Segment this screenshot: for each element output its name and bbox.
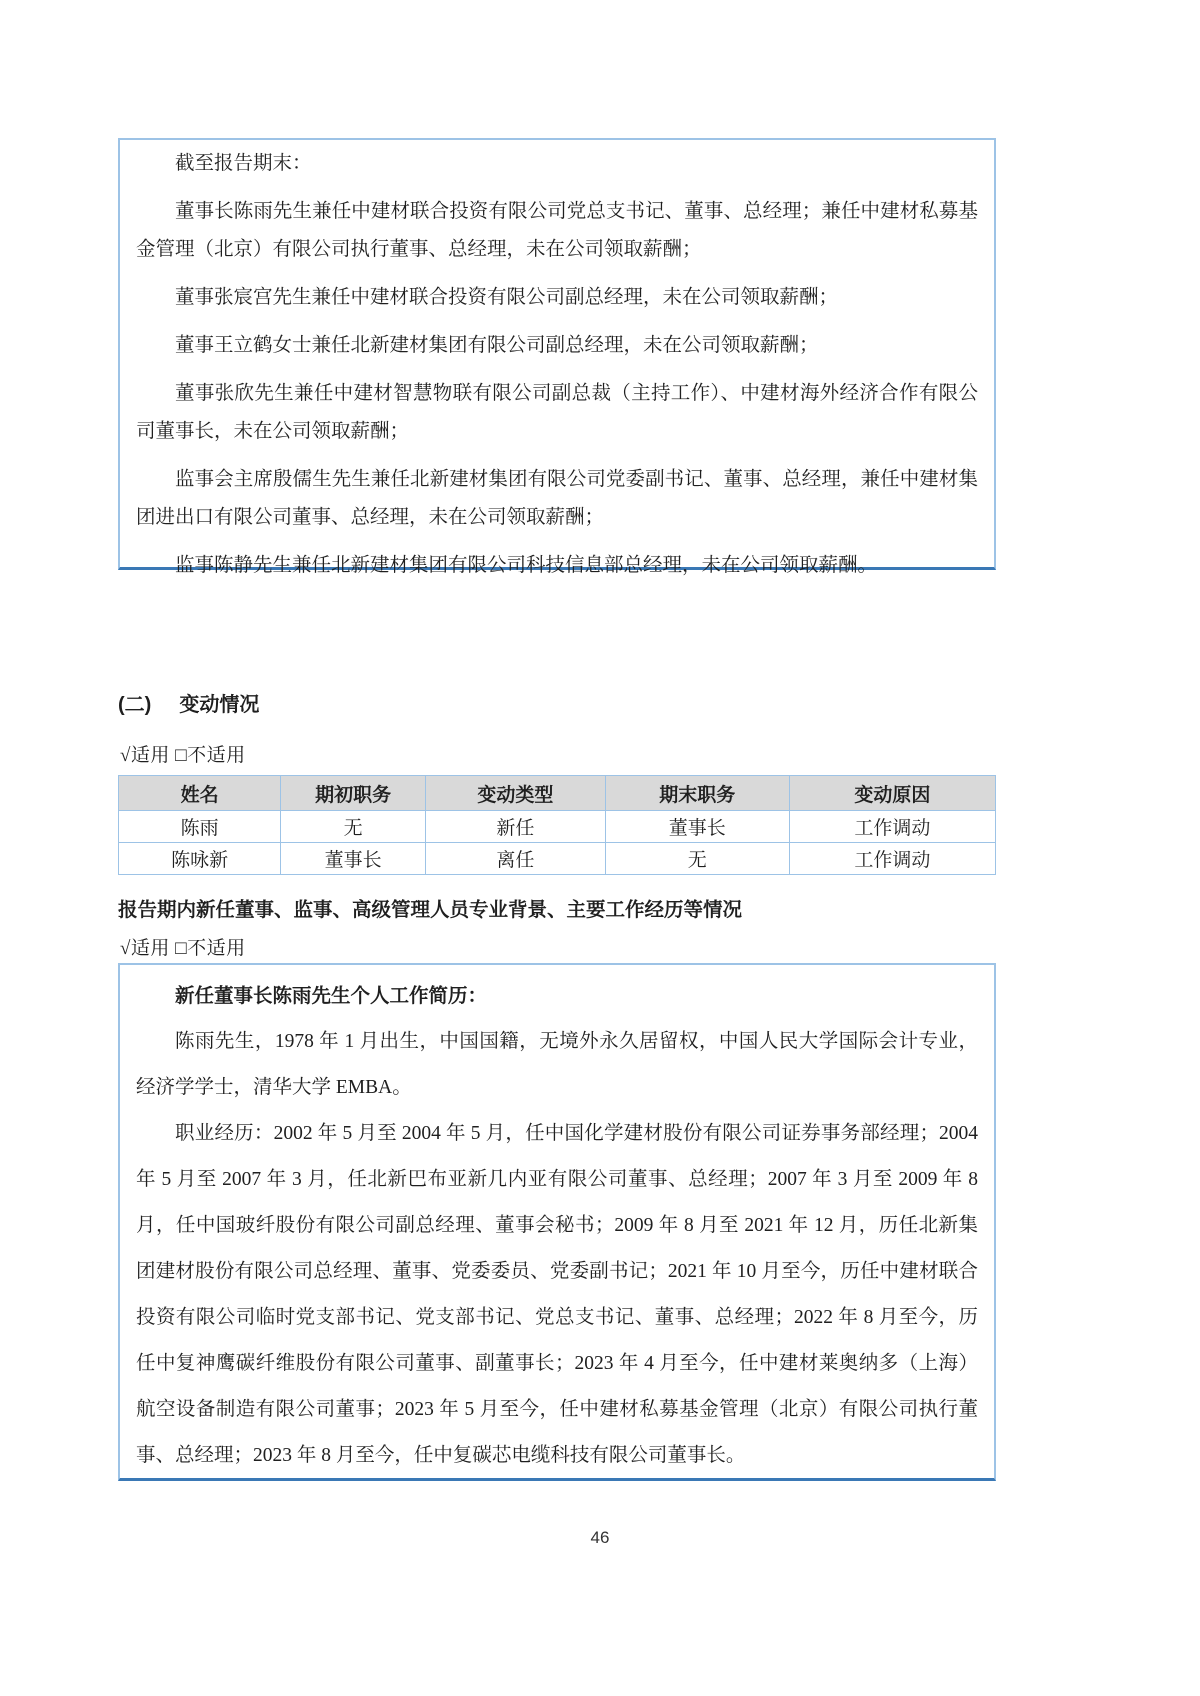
- summary-paragraph: 截至报告期末：: [175, 153, 312, 174]
- section-heading-change: [118, 688, 259, 717]
- section-number: (二): [118, 694, 152, 716]
- header-end-position: 期末职务: [605, 776, 789, 811]
- cell-change-type: 新任: [425, 811, 605, 843]
- table-row: [119, 811, 996, 843]
- cell-start-position: 董事长: [281, 843, 426, 875]
- cell-reason: 工作调动: [789, 811, 995, 843]
- summary-paragraph: 董事张欣先生兼任中建材智慧物联有限公司副总裁（主持工作）、中建材海外经济合作有限公司董事长，未在公司领取薪酬；: [136, 383, 978, 442]
- summary-paragraph: 监事会主席殷儒生先生兼任北新建材集团有限公司党委副书记、董事、总经理，兼任中建材集团进出口有限公司董事、总经理，未在公司领取薪酬；: [136, 469, 978, 528]
- header-reason: 变动原因: [789, 776, 995, 811]
- table-row: [119, 843, 996, 875]
- cell-reason: 工作调动: [789, 843, 995, 875]
- page-number: 46: [590, 1528, 610, 1547]
- resume-paragraph: 职业经历：2002 年 5 月至 2004 年 5 月，任中国化学建材股份有限公司证券事务部经理；2004 年 5 月至 2007 年 3 月，任北新巴布亚新几内亚有限公司董事、总经理；2007 年 3 月至 2009 年 8 月，任中国玻纤股份有限公司副总经理、董事会秘书；2009 年 8 月至 2021 年 12 月，历任北新集团建材股份有限公司总经理、董事、党委委员、党委副书记；2021 年 10 月至今，历任中建材联合投资有限公司临时党支部书记、党支部书记、党总支书记、董事、总经理；2022 年 8 月至今，历任中复神鹰碳纤维股份有限公司董事、副董事长；2023 年 4 月至今，任中建材莱奥纳多（上海）航空设备制造有限公司董事；2023 年 5 月至今，任中建材私募基金管理（北京）有限公司执行董事、总经理；2023 年 8 月至今，任中复碳芯电缆科技有限公司董事长。: [136, 1123, 978, 1466]
- cell-end-position: 无: [605, 843, 789, 875]
- change-table-wrap: [118, 775, 996, 875]
- cell-change-type: 离任: [425, 843, 605, 875]
- concurrent-positions-box: [118, 138, 996, 576]
- cell-end-position: 董事长: [605, 811, 789, 843]
- summary-paragraph: 监事陈静先生兼任北新建材集团有限公司科技信息部总经理，未在公司领取薪酬。: [175, 555, 878, 576]
- resume-box: [118, 963, 996, 1481]
- cell-name: 陈雨: [119, 811, 281, 843]
- cell-start-position: 无: [281, 811, 426, 843]
- header-start-position: 期初职务: [281, 776, 426, 811]
- change-table: [118, 775, 996, 875]
- applicable-note: √适用 □不适用: [120, 745, 246, 766]
- table-header-row: [119, 776, 996, 811]
- resume-paragraph: 陈雨先生，1978 年 1 月出生，中国国籍，无境外永久居留权，中国人民大学国际会计专业，经济学学士，清华大学 EMBA。: [136, 1031, 978, 1098]
- header-name: 姓名: [119, 776, 281, 811]
- header-change-type: 变动类型: [425, 776, 605, 811]
- section-title: 变动情况: [179, 694, 260, 716]
- summary-paragraph: 董事张宸宫先生兼任中建材联合投资有限公司副总经理，未在公司领取薪酬；: [175, 287, 839, 308]
- background-heading: 报告期内新任董事、监事、高级管理人员专业背景、主要工作经历等情况: [118, 899, 743, 921]
- cell-name: 陈咏新: [119, 843, 281, 875]
- summary-paragraph: 董事王立鹤女士兼任北新建材集团有限公司副总经理，未在公司领取薪酬；: [175, 335, 819, 356]
- summary-paragraph: 董事长陈雨先生兼任中建材联合投资有限公司党总支书记、董事、总经理；兼任中建材私募基金管理（北京）有限公司执行董事、总经理，未在公司领取薪酬；: [136, 201, 978, 260]
- applicable-note: √适用 □不适用: [120, 938, 246, 959]
- resume-title: 新任董事长陈雨先生个人工作简历：: [175, 985, 488, 1007]
